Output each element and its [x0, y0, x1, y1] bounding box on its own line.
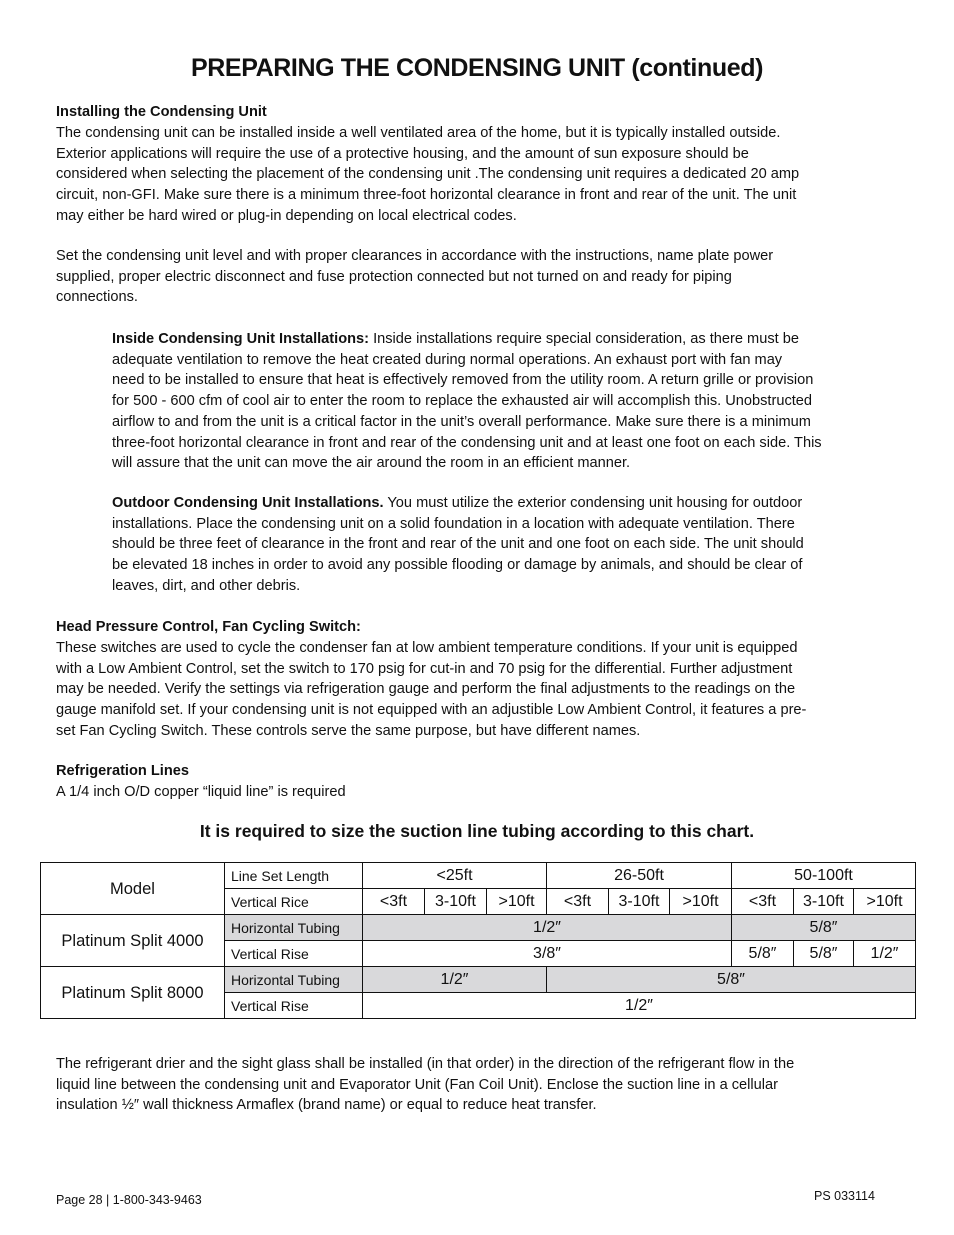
text-line: insulation ½″ wall thickness Armaflex (brand name) or equal to reduce heat transfer.: [56, 1097, 597, 1114]
text-line: with a Low Ambient Control, set the switch to 170 psig for cut-in and 70 psig for the differential. Further adjustment: [56, 660, 793, 677]
vertical-rice-label: Vertical Rice: [225, 889, 363, 915]
text-line: These switches are used to cycle the condenser fan at low ambient temperature conditions. If your unit is equipped: [56, 640, 798, 656]
level-paragraph: [56, 246, 773, 308]
text-line: set Fan Cycling Switch. These controls serve the same purpose, but have different names.: [56, 722, 641, 739]
inside-installations-label: Inside Condensing Unit Installations:: [112, 331, 370, 347]
vertical-rise-label: Vertical Rise: [225, 941, 363, 967]
table-row: [41, 967, 916, 993]
text-line: will assure that the unit can move the air around the room in an efficient manner.: [112, 455, 631, 472]
text-line: need to be installed to ensure that heat is effectively removed from the utility room. A return grille or provision: [112, 372, 814, 389]
length-header: <25ft: [363, 863, 547, 889]
text-line: may either be hard wired or plug-in depending on local electrical codes.: [56, 207, 517, 224]
text-line: installations. Place the condensing unit on a solid foundation in a location with adequate ventilation. There: [112, 515, 795, 532]
suction-line-sizing-table: [40, 862, 916, 1019]
rise-header: >10ft: [854, 889, 916, 915]
text-line: circuit, non-GFI. Make sure there is a minimum three-foot horizontal clearance in front and rear of the unit. The unit: [56, 187, 797, 204]
model-name: Platinum Split 4000: [41, 915, 225, 967]
rise-header: <3ft: [363, 889, 425, 915]
length-header: 26-50ft: [547, 863, 732, 889]
inside-installations-paragraph: [112, 329, 822, 474]
tubing-size: 1/2″: [363, 993, 916, 1019]
refrigeration-line: A 1/4 inch O/D copper “liquid line” is required: [56, 784, 346, 800]
tubing-size: 1/2″: [854, 941, 916, 967]
tubing-size: 5/8″: [732, 941, 794, 967]
text-line: liquid line between the condensing unit and Evaporator Unit (Fan Coil Unit). Enclose the suction line in a cellular: [56, 1076, 778, 1093]
refrigeration-heading: Refrigeration Lines: [56, 763, 189, 779]
tubing-size: 1/2″: [363, 915, 732, 941]
vertical-rise-label: Vertical Rise: [225, 993, 363, 1019]
rise-header: 3-10ft: [609, 889, 670, 915]
text-line: The condensing unit can be installed inside a well ventilated area of the home, but it is typically installed outside.: [56, 125, 781, 141]
rise-header: 3-10ft: [425, 889, 487, 915]
text-line: leaves, dirt, and other debris.: [112, 577, 301, 594]
text-line: be elevated 18 inches in order to avoid any possible flooding or damage by animals, and should be clear of: [112, 557, 803, 574]
page-title: PREPARING THE CONDENSING UNIT (continued): [190, 54, 764, 82]
text-line: airflow to and from the unit is a critical factor in the unit’s overall performance. Make sure there is a minimum: [112, 413, 811, 430]
table-row: [41, 915, 916, 941]
installing-paragraph: [56, 123, 799, 227]
line-set-length-label: Line Set Length: [225, 863, 363, 889]
installing-heading: Installing the Condensing Unit: [56, 104, 267, 120]
outdoor-installations-paragraph: [112, 493, 804, 597]
footer-document-code: PS 033114: [814, 1189, 875, 1203]
tubing-size: 5/8″: [732, 915, 916, 941]
text-line: gauge manifold set. If your condensing unit is not equipped with an adjustible Low Ambient Control, it features a pre-: [56, 702, 807, 719]
outdoor-installations-label: Outdoor Condensing Unit Installations.: [112, 495, 384, 511]
text-line: supplied, proper electric disconnect and fuse protection connected but not turned on and ready for piping: [56, 268, 732, 285]
text-line: for 500 - 600 cfm of cool air to enter the room to replace the exhausted air will accomplish this. Unobstructed: [112, 393, 813, 410]
footer-page-phone: Page 28 | 1-800-343-9463: [56, 1193, 202, 1207]
horizontal-tubing-label: Horizontal Tubing: [225, 967, 363, 993]
text-line: three-foot horizontal clearance in front and rear of the condensing unit and at least one foot on each side. This: [112, 434, 822, 451]
tubing-size: 5/8″: [547, 967, 916, 993]
horizontal-tubing-label: Horizontal Tubing: [225, 915, 363, 941]
text-line: may be needed. Verify the settings via refrigeration gauge and perform the final adjustments to the readings on the: [56, 681, 796, 698]
tubing-size: 3/8″: [363, 941, 732, 967]
rise-header: <3ft: [547, 889, 609, 915]
text-line: considered when selecting the placement of the condensing unit .The condensing unit requires a dedicated 20 amp: [56, 166, 800, 183]
text-line: Exterior applications will require the use of a protective housing, and the amount of sun exposure should be: [56, 145, 749, 162]
model-name: Platinum Split 8000: [41, 967, 225, 1019]
tubing-size: 1/2″: [363, 967, 547, 993]
text-line: should be three feet of clearance in the front and rear of the unit and one foot on each side. The unit should: [112, 536, 804, 553]
text-line: connections.: [56, 289, 138, 306]
length-header: 50-100ft: [732, 863, 916, 889]
head-pressure-paragraph: [56, 638, 806, 742]
rise-header: >10ft: [487, 889, 547, 915]
text-line: Set the condensing unit level and with proper clearances in accordance with the instructions, name plate power: [56, 248, 774, 264]
drier-paragraph: [56, 1054, 794, 1116]
rise-header: 3-10ft: [794, 889, 854, 915]
table-row: [41, 863, 916, 889]
chart-caption: It is required to size the suction line tubing according to this chart.: [199, 821, 755, 841]
tubing-size: 5/8″: [794, 941, 854, 967]
text-line: Inside Condensing Unit Installations: Inside installations require special consideration, as there must be: [112, 331, 799, 347]
rise-header: >10ft: [670, 889, 732, 915]
model-header: Model: [41, 863, 225, 915]
text-line: The refrigerant drier and the sight glass shall be installed (in that order) in the direction of the refrigerant flow in the: [56, 1056, 795, 1072]
text-line: adequate ventilation to remove the heat created during normal operations. An exhaust port with fan may: [112, 351, 783, 368]
rise-header: <3ft: [732, 889, 794, 915]
head-pressure-heading: Head Pressure Control, Fan Cycling Switch:: [56, 619, 361, 635]
text-line: Outdoor Condensing Unit Installations. You must utilize the exterior condensing unit housing for outdoor: [112, 495, 803, 511]
